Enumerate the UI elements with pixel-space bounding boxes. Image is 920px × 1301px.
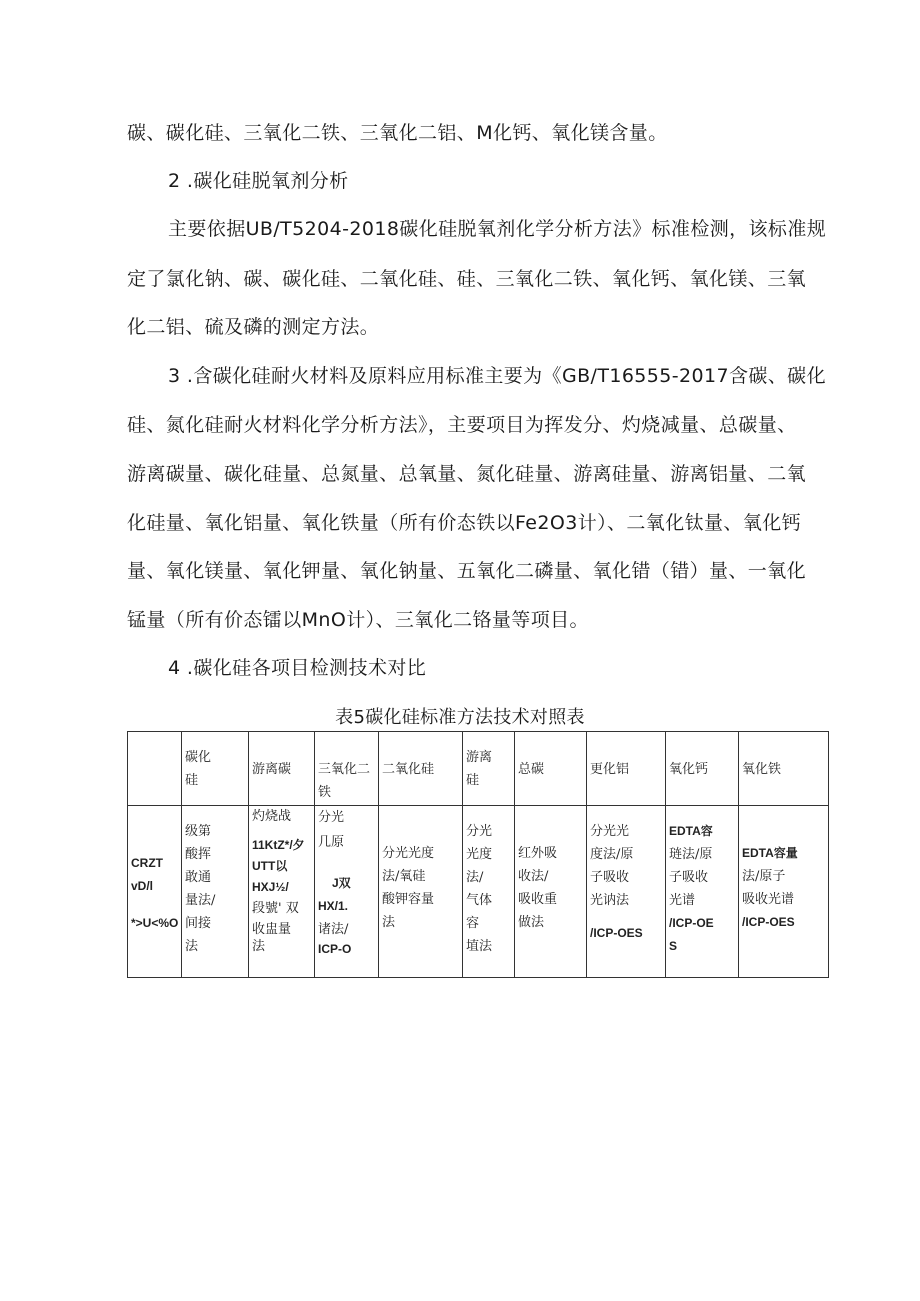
header-cell-empty: [128, 732, 182, 806]
table-cell: EDTA容 琏法/原 子吸收 光谱 /ICP-OE S: [666, 806, 739, 978]
header-cell: 游离 硅: [463, 732, 515, 806]
table-cell: 分光 几原 J双 HX/1. 诸法/ ICP-O: [315, 806, 379, 978]
table-caption: 表5碳化硅标准方法技术对照表: [335, 707, 585, 728]
paragraph-line: 碳、碳化硅、三氧化二铁、三氧化二铝、M化钙、氧化镁含量。: [127, 122, 668, 144]
paragraph-line: 化硅量、氧化铝量、氧化铁量（所有价态铁以Fe2O3计）、二氧化钛量、氧化钙: [127, 512, 802, 534]
header-cell: 总碳: [515, 732, 587, 806]
paragraph-line: 定了氯化钠、碳、碳化硅、二氧化硅、硅、三氧化二铁、氧化钙、氧化镁、三氧: [127, 268, 807, 290]
comparison-table: [127, 731, 829, 978]
table-cell: 级第 酸挥 敢通 量法/ 间接 法: [182, 806, 249, 978]
header-cell: 游离碳: [249, 732, 315, 806]
header-cell: 三氧化二 铁: [315, 732, 379, 806]
table-cell: EDTA容量 法/原子 吸收光谱 /ICP-OES: [739, 806, 829, 978]
header-cell: 二氧化硅: [379, 732, 463, 806]
section-heading-2: 2 .碳化硅脱氧剂分析: [168, 170, 349, 192]
paragraph-line: 主要依据UB/T5204-2018碳化硅脱氧剂化学分析方法》标准检测，该标准规: [168, 218, 827, 240]
header-cell: 更化铝: [587, 732, 666, 806]
section-heading-3: 3 .含碳化硅耐火材料及原料应用标准主要为《GB/T16555-2017含碳、碳化: [168, 365, 826, 387]
table-cell: 分光 光度 法/ 气体 容 埴法: [463, 806, 515, 978]
table-row: [128, 806, 829, 978]
section-heading-4: 4 .碳化硅各项目检测技术对比: [168, 657, 427, 679]
table-cell: 红外吸 收法/ 吸收重 做法: [515, 806, 587, 978]
paragraph-line: 游离碳量、碳化硅量、总氮量、总氧量、氮化硅量、游离硅量、游离铝量、二氧: [127, 463, 807, 485]
paragraph-line: 锰量（所有价态镭以MnO计）、三氧化二铬量等项目。: [127, 609, 589, 631]
paragraph-line: 硅、氮化硅耐火材料化学分析方法》，主要项目为挥发分、灼烧减量、总碳量、: [127, 414, 797, 436]
header-cell: 氧化钙: [666, 732, 739, 806]
table-cell: 分光光 度法/原 子吸收 光讷法 /ICP-OES: [587, 806, 666, 978]
table-cell: 分光光度 法/氧硅 酸钾容量 法: [379, 806, 463, 978]
paragraph-line: 量、氧化镁量、氧化钾量、氧化钠量、五氧化二磷量、氧化错（错）量、一氧化: [127, 560, 807, 582]
table-cell: 灼烧战 11KtZ*/夕 UTT以 HXJ½/ 段號' 双 收盅量 法: [249, 806, 315, 978]
table-header-row: [128, 732, 829, 806]
header-cell: 氧化铁: [739, 732, 829, 806]
header-cell: 碳化 硅: [182, 732, 249, 806]
table-cell: CRZT vD/l *>U<%O: [128, 806, 182, 978]
paragraph-line: 化二铝、硫及磷的测定方法。: [127, 316, 380, 338]
